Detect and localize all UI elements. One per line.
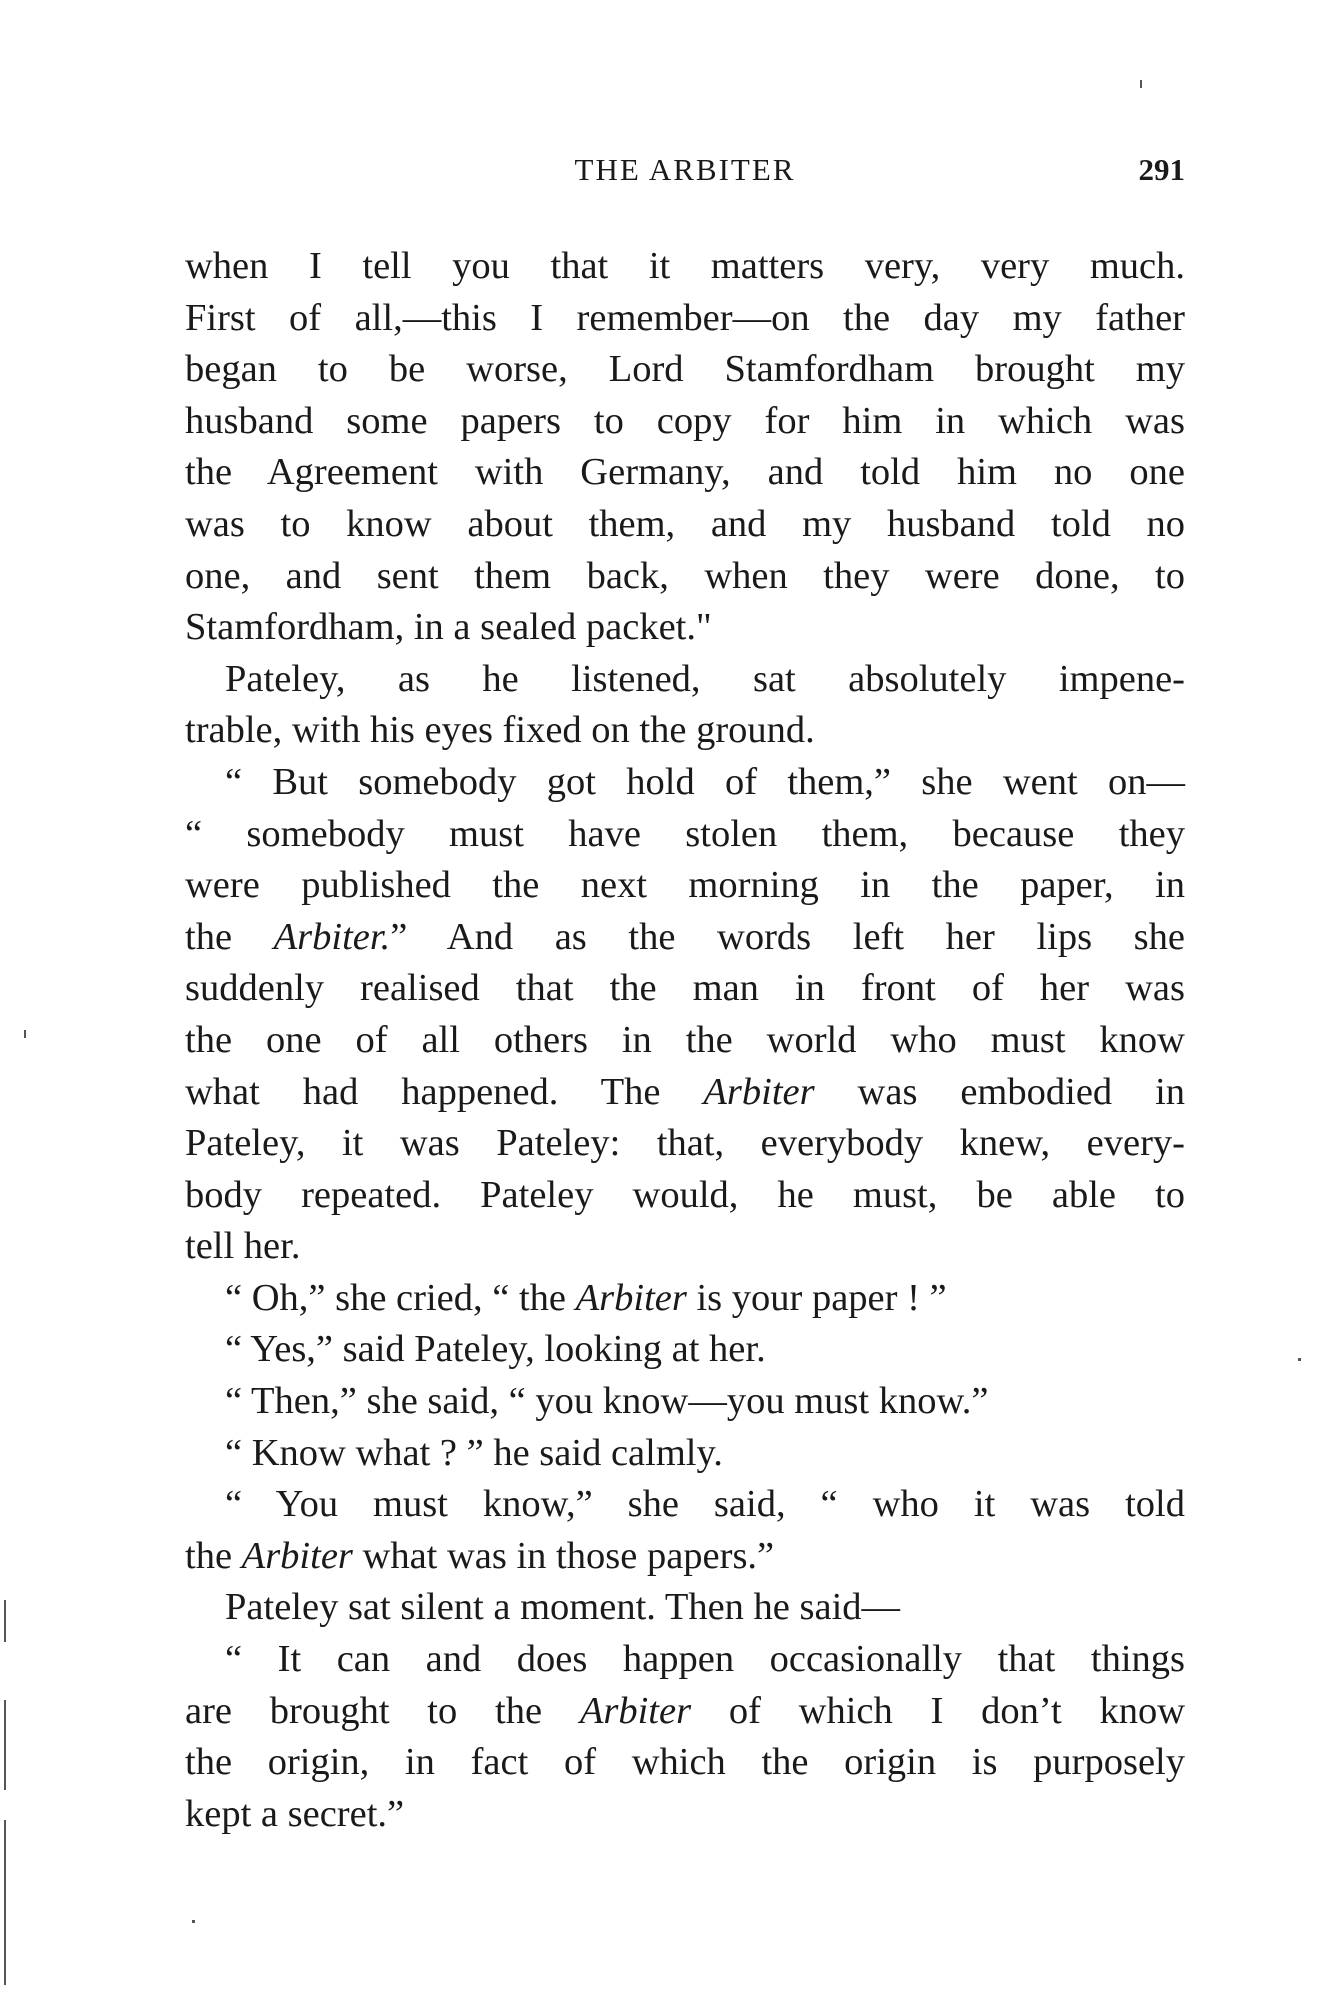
text-line: Pateley, as he listened, sat absolutely impene- xyxy=(225,657,1185,700)
text-line: were published the next morning in the paper, in xyxy=(185,864,1185,907)
text-line: kept a secret.” xyxy=(185,1792,405,1835)
text-line: was to know about them, and my husband told no xyxy=(185,502,1185,545)
text-line: suddenly realised that the man in front of her was xyxy=(185,967,1185,1010)
text-line: husband some papers to copy for him in which was xyxy=(185,399,1185,442)
scan-dot-mark xyxy=(192,1920,195,1923)
scan-dot-mark xyxy=(24,1030,26,1038)
body-text xyxy=(185,241,1185,1840)
running-head xyxy=(185,150,1185,190)
text-line: “ somebody must have stolen them, because they xyxy=(185,812,1185,855)
page-number: 291 xyxy=(1138,152,1185,187)
scan-edge-mark xyxy=(4,1700,6,1790)
italic-arbiter: Arbiter xyxy=(703,1070,815,1113)
text-line: began to be worse, Lord Stamfordham brought my xyxy=(185,348,1185,391)
text-line: one, and sent them back, when they were done, to xyxy=(185,554,1185,597)
text-line: what had happened. The Arbiter was embodied in xyxy=(185,1070,1186,1113)
text-line: “ You must know,” she said, “ who it was told xyxy=(225,1483,1185,1526)
text-line: “ It can and does happen occasionally that things xyxy=(225,1638,1185,1681)
text-line: tell her. xyxy=(185,1225,301,1268)
text-line: the origin, in fact of which the origin is purposely xyxy=(185,1741,1185,1784)
text-line: Pateley sat silent a moment. Then he said— xyxy=(225,1586,901,1629)
italic-arbiter: Arbiter xyxy=(579,1689,692,1732)
text-line: trable, with his eyes fixed on the ground. xyxy=(185,709,815,752)
text-line: the Agreement with Germany, and told him no one xyxy=(185,451,1185,494)
scan-dot-mark xyxy=(1298,1358,1301,1361)
text-line: when I tell you that it matters very, very much. xyxy=(185,245,1185,287)
italic-arbiter: Arbiter xyxy=(575,1276,687,1319)
text-line: “ But somebody got hold of them,” she went on— xyxy=(225,760,1185,803)
text-line: the one of all others in the world who must know xyxy=(185,1018,1185,1061)
text-line: “ Know what ? ” he said calmly. xyxy=(225,1431,723,1474)
text-line: body repeated. Pateley would, he must, be able to xyxy=(185,1173,1185,1216)
text-line: “ Yes,” said Pateley, looking at her. xyxy=(225,1328,766,1371)
text-line: “ Oh,” she cried, “ the Arbiter is your paper ! ” xyxy=(225,1276,947,1319)
running-title: THE ARBITER xyxy=(574,152,796,187)
text-line: First of all,—this I remember—on the day my father xyxy=(185,296,1185,339)
text-line: are brought to the Arbiter of which I don’t know xyxy=(185,1689,1186,1732)
text-line: Stamfordham, in a sealed packet." xyxy=(185,606,712,649)
text-line: the Arbiter.” And as the words left her lips she xyxy=(185,915,1185,958)
scan-edge-mark xyxy=(4,1600,6,1642)
text-line: the Arbiter what was in those papers.” xyxy=(185,1534,775,1577)
italic-arbiter: Arbiter xyxy=(241,1534,353,1577)
text-line: “ Then,” she said, “ you know—you must know.” xyxy=(225,1380,989,1423)
text-line: Pateley, it was Pateley: that, everybody knew, every- xyxy=(185,1122,1185,1165)
scan-dot-mark xyxy=(1140,80,1142,88)
italic-arbiter: Arbiter. xyxy=(273,915,391,958)
scan-edge-mark xyxy=(4,1820,6,1985)
